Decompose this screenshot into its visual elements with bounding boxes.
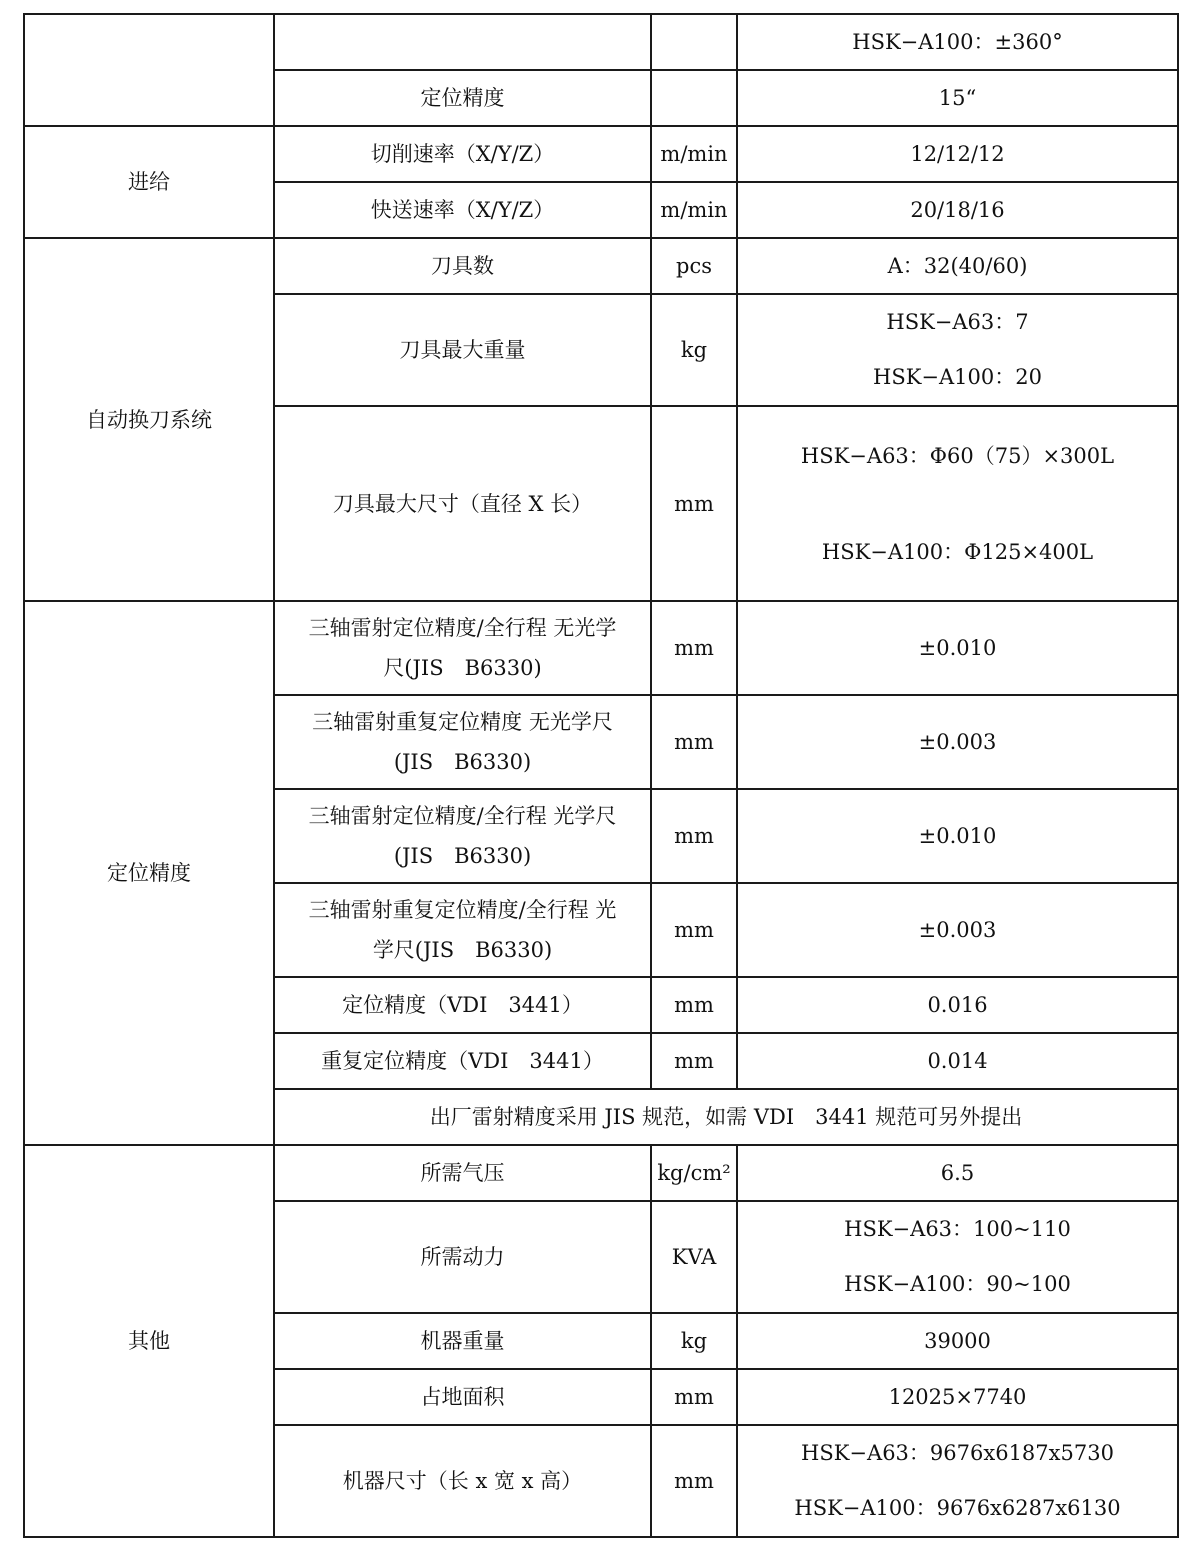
category-cell: 定位精度 [24, 601, 274, 1145]
value-cell: 0.014 [737, 1033, 1178, 1089]
value-line: HSK−A63：Φ60（75）×300L [800, 443, 1115, 468]
value-line: HSK−A100：9676x6287x6130 [794, 1496, 1121, 1520]
spec-table [23, 13, 1179, 1538]
param-cell [274, 789, 651, 883]
param-cell [274, 883, 651, 977]
param-line: 三轴雷射重复定位精度 无光学尺 [312, 710, 613, 734]
unit-cell [651, 70, 737, 126]
param-cell: 机器尺寸（长 x 宽 x 高） [274, 1425, 651, 1537]
unit-cell: mm [651, 977, 737, 1033]
param-cell: 所需气压 [274, 1145, 651, 1201]
value-cell [737, 1201, 1178, 1313]
unit-cell: pcs [651, 238, 737, 294]
param-cell: 定位精度 [274, 70, 651, 126]
value-line: HSK−A63：9676x6187x5730 [801, 1441, 1114, 1465]
value-cell [737, 406, 1178, 601]
value-cell: ±0.010 [737, 789, 1178, 883]
note-cell: 出厂雷射精度采用 JIS 规范，如需 VDI 3441 规范可另外提出 [274, 1089, 1178, 1145]
param-cell: 机器重量 [274, 1313, 651, 1369]
table-row [24, 1145, 1178, 1201]
unit-cell: mm [651, 406, 737, 601]
param-cell: 刀具最大重量 [274, 294, 651, 406]
category-cell [24, 14, 274, 126]
param-cell: 所需动力 [274, 1201, 651, 1313]
value-cell: 39000 [737, 1313, 1178, 1369]
unit-cell: kg/cm² [651, 1145, 737, 1201]
value-cell: A：32(40/60) [737, 238, 1178, 294]
unit-cell [651, 14, 737, 70]
value-line: HSK−A100：90~100 [844, 1272, 1071, 1296]
unit-cell: mm [651, 1033, 737, 1089]
param-line: 尺(JIS B6330) [383, 656, 542, 680]
unit-cell: m/min [651, 182, 737, 238]
param-cell: 重复定位精度（VDI 3441） [274, 1033, 651, 1089]
unit-cell: mm [651, 601, 737, 695]
value-line: HSK−A100：20 [873, 365, 1042, 389]
table-row [24, 238, 1178, 294]
param-cell: 定位精度（VDI 3441） [274, 977, 651, 1033]
unit-cell: kg [651, 294, 737, 406]
value-line: HSK−A63：100~110 [844, 1217, 1071, 1241]
value-cell: 0.016 [737, 977, 1178, 1033]
param-line: 三轴雷射重复定位精度/全行程 光 [308, 898, 617, 922]
value-cell: HSK−A100：±360° [737, 14, 1178, 70]
param-line: 三轴雷射定位精度/全行程 光学尺 [308, 804, 617, 828]
table-row [24, 14, 1178, 70]
param-cell: 刀具最大尺寸（直径 X 长） [274, 406, 651, 601]
unit-cell: kg [651, 1313, 737, 1369]
param-line: 学尺(JIS B6330) [372, 938, 553, 962]
unit-cell: mm [651, 695, 737, 789]
param-cell [274, 14, 651, 70]
value-cell: 20/18/16 [737, 182, 1178, 238]
param-cell: 切削速率（X/Y/Z） [274, 126, 651, 182]
unit-cell: m/min [651, 126, 737, 182]
value-line: HSK−A100：Φ125×400L [821, 539, 1094, 564]
value-cell: 12/12/12 [737, 126, 1178, 182]
table-row [24, 126, 1178, 182]
value-cell [737, 1425, 1178, 1537]
value-cell: 15“ [737, 70, 1178, 126]
category-cell: 自动换刀系统 [24, 238, 274, 601]
value-cell: 6.5 [737, 1145, 1178, 1201]
value-cell: 12025×7740 [737, 1369, 1178, 1425]
unit-cell: mm [651, 789, 737, 883]
value-cell [737, 294, 1178, 406]
param-cell: 快送速率（X/Y/Z） [274, 182, 651, 238]
value-cell: ±0.003 [737, 695, 1178, 789]
param-line: (JIS B6330) [393, 750, 532, 774]
value-cell: ±0.010 [737, 601, 1178, 695]
param-cell [274, 695, 651, 789]
param-line: 三轴雷射定位精度/全行程 无光学 [308, 616, 617, 640]
value-cell: ±0.003 [737, 883, 1178, 977]
category-cell: 其他 [24, 1145, 274, 1537]
unit-cell: KVA [651, 1201, 737, 1313]
category-cell: 进给 [24, 126, 274, 238]
unit-cell: mm [651, 883, 737, 977]
param-line: (JIS B6330) [393, 844, 532, 868]
value-line: HSK−A63：7 [886, 310, 1029, 334]
unit-cell: mm [651, 1369, 737, 1425]
param-cell: 刀具数 [274, 238, 651, 294]
param-cell: 占地面积 [274, 1369, 651, 1425]
table-row [24, 601, 1178, 695]
param-cell [274, 601, 651, 695]
unit-cell: mm [651, 1425, 737, 1537]
